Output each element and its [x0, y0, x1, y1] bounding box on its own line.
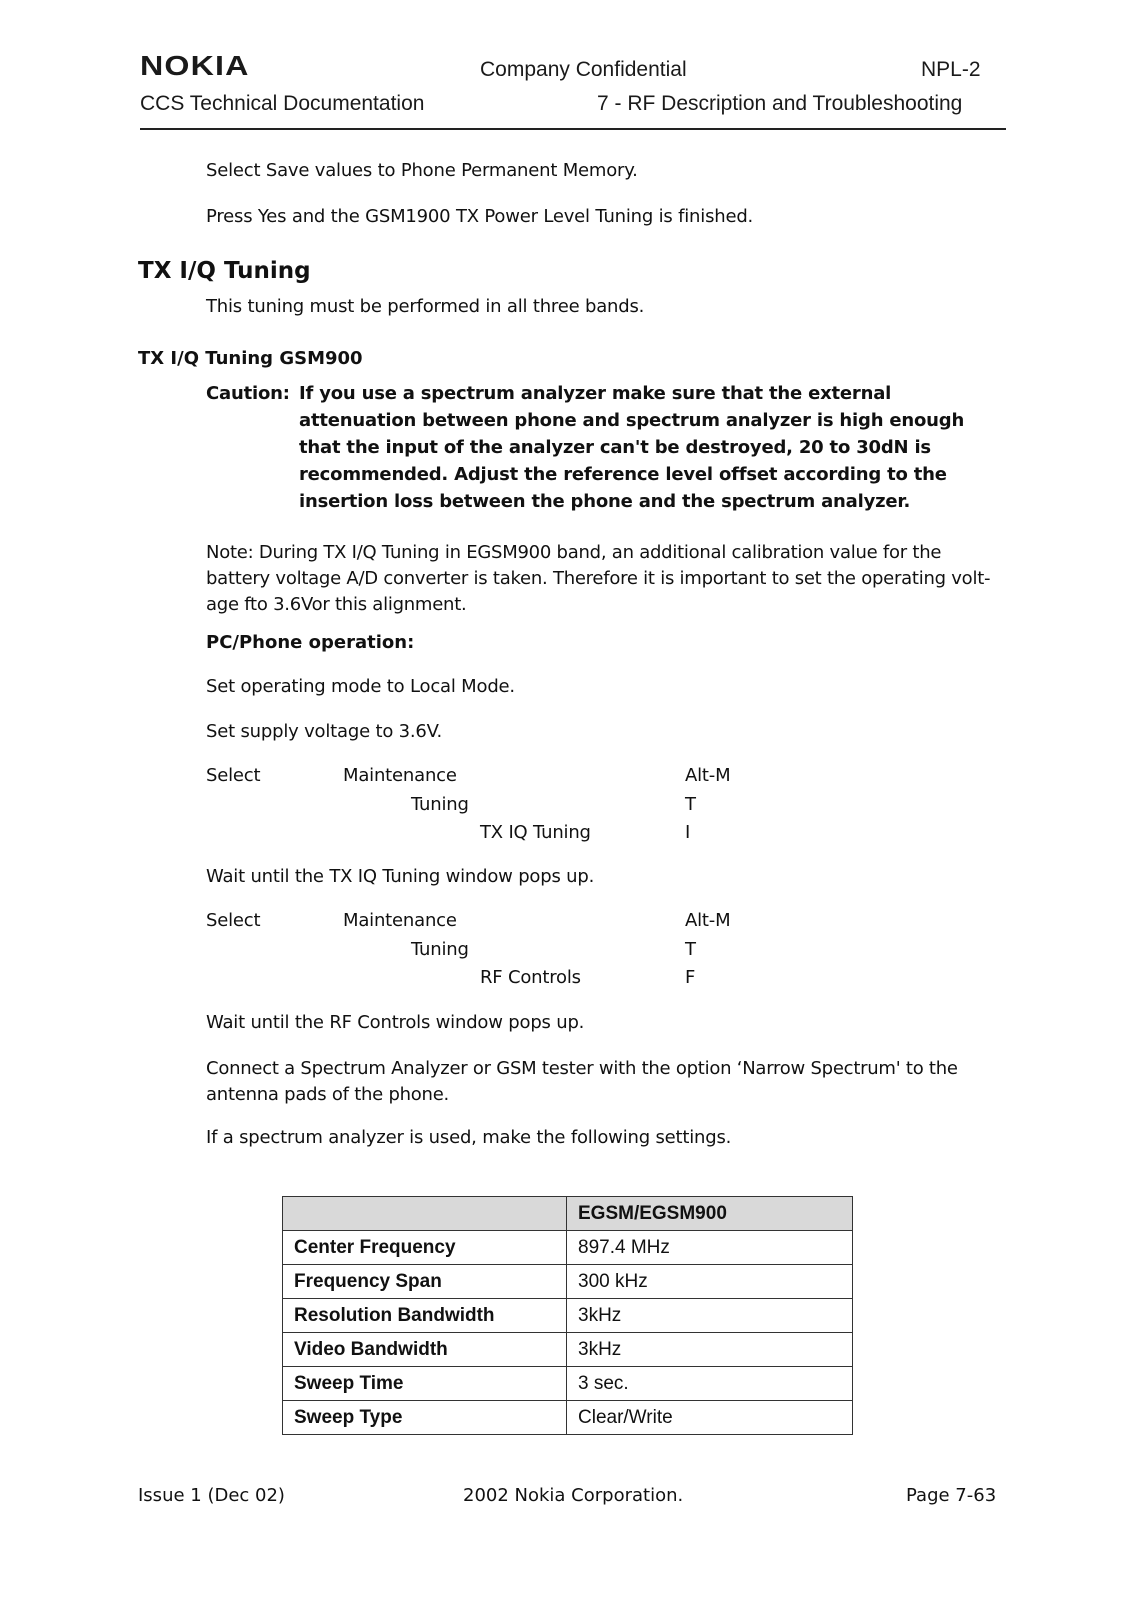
menu1-select: Select [206, 765, 261, 786]
menu2-key-t: T [685, 939, 696, 960]
table-cell-value: Clear/Write [567, 1401, 853, 1435]
section-title: TX I/Q Tuning [138, 258, 311, 284]
footer-copyright: 2002 Nokia Corporation. [463, 1485, 684, 1506]
table-row [283, 1265, 853, 1299]
step-local-mode: Set operating mode to Local Mode. [206, 676, 515, 697]
table-cell-value: 300 kHz [567, 1265, 853, 1299]
menu1-key-t: T [685, 794, 696, 815]
table-row [283, 1333, 853, 1367]
table-row [283, 1231, 853, 1265]
menu2-tuning: Tuning [411, 939, 469, 960]
table-header-cell [283, 1197, 567, 1231]
menu2-maintenance: Maintenance [343, 910, 457, 931]
settings-intro: If a spectrum analyzer is used, make the following settings. [206, 1127, 732, 1148]
menu2-key-f: F [685, 967, 696, 988]
menu2-key-alt-m: Alt-M [685, 910, 731, 931]
menu1-key-alt-m: Alt-M [685, 765, 731, 786]
section-description: This tuning must be performed in all three bands. [206, 296, 645, 317]
note-block: Note: During TX I/Q Tuning in EGSM900 band, an additional calibration value for the battery voltage A/D converter is taken. Therefore it is important to set the operating volt-age fto 3.6Vor this alignment. [206, 542, 991, 615]
table-row [283, 1401, 853, 1435]
spectrum-settings-table [282, 1196, 853, 1435]
table-cell-param: Sweep Type [283, 1401, 567, 1435]
table-header-row [283, 1197, 853, 1231]
header-model: NPL-2 [921, 58, 981, 81]
intro-line-2: Press Yes and the GSM1900 TX Power Level Tuning is finished. [206, 206, 754, 227]
connect-instruction: Connect a Spectrum Analyzer or GSM tester with the option ‘Narrow Spectrum' to the antenna pads of the phone. [206, 1058, 958, 1105]
table-cell-value: 3kHz [567, 1299, 853, 1333]
header-confidential: Company Confidential [480, 58, 687, 81]
menu2-select: Select [206, 910, 261, 931]
table-cell-value: 897.4 MHz [567, 1231, 853, 1265]
menu1-maintenance: Maintenance [343, 765, 457, 786]
nokia-logo: NOKIA [140, 50, 250, 81]
table-cell-param: Sweep Time [283, 1367, 567, 1401]
menu1-tuning: Tuning [411, 794, 469, 815]
wait-rf-controls-window: Wait until the RF Controls window pops up. [206, 1012, 585, 1033]
table-row [283, 1367, 853, 1401]
menu1-key-i: I [685, 822, 691, 843]
header-chapter: 7 - RF Description and Troubleshooting [597, 92, 963, 115]
footer-page-number: Page 7-63 [906, 1485, 997, 1506]
pc-phone-title: PC/Phone operation: [206, 632, 415, 653]
menu1-tx-iq-tuning: TX IQ Tuning [480, 822, 591, 843]
menu2-rf-controls: RF Controls [480, 967, 581, 988]
intro-line-1: Select Save values to Phone Permanent Memory. [206, 160, 638, 181]
wait-tx-iq-window: Wait until the TX IQ Tuning window pops up. [206, 866, 595, 887]
footer-issue: Issue 1 (Dec 02) [138, 1485, 285, 1506]
table-cell-param: Frequency Span [283, 1265, 567, 1299]
caution-label: Caution: [206, 383, 290, 404]
table-header-cell: EGSM/EGSM900 [567, 1197, 853, 1231]
table-cell-value: 3 sec. [567, 1367, 853, 1401]
subsection-title: TX I/Q Tuning GSM900 [138, 348, 363, 369]
table-cell-param: Center Frequency [283, 1231, 567, 1265]
table-cell-param: Video Bandwidth [283, 1333, 567, 1367]
table-row [283, 1299, 853, 1333]
step-supply-voltage: Set supply voltage to 3.6V. [206, 721, 443, 742]
caution-text: If you use a spectrum analyzer make sure that the external attenuation between phone and spectrum analyzer is high enough that the input of the analyzer can't be destroyed, 20 to 30dN is recommended. Adjust the reference level offset according to the insertion loss between the phone and the spectrum analyzer. [299, 383, 965, 512]
header-divider [140, 128, 1006, 130]
header-doc-title: CCS Technical Documentation [140, 92, 425, 115]
table-cell-param: Resolution Bandwidth [283, 1299, 567, 1333]
table-cell-value: 3kHz [567, 1333, 853, 1367]
